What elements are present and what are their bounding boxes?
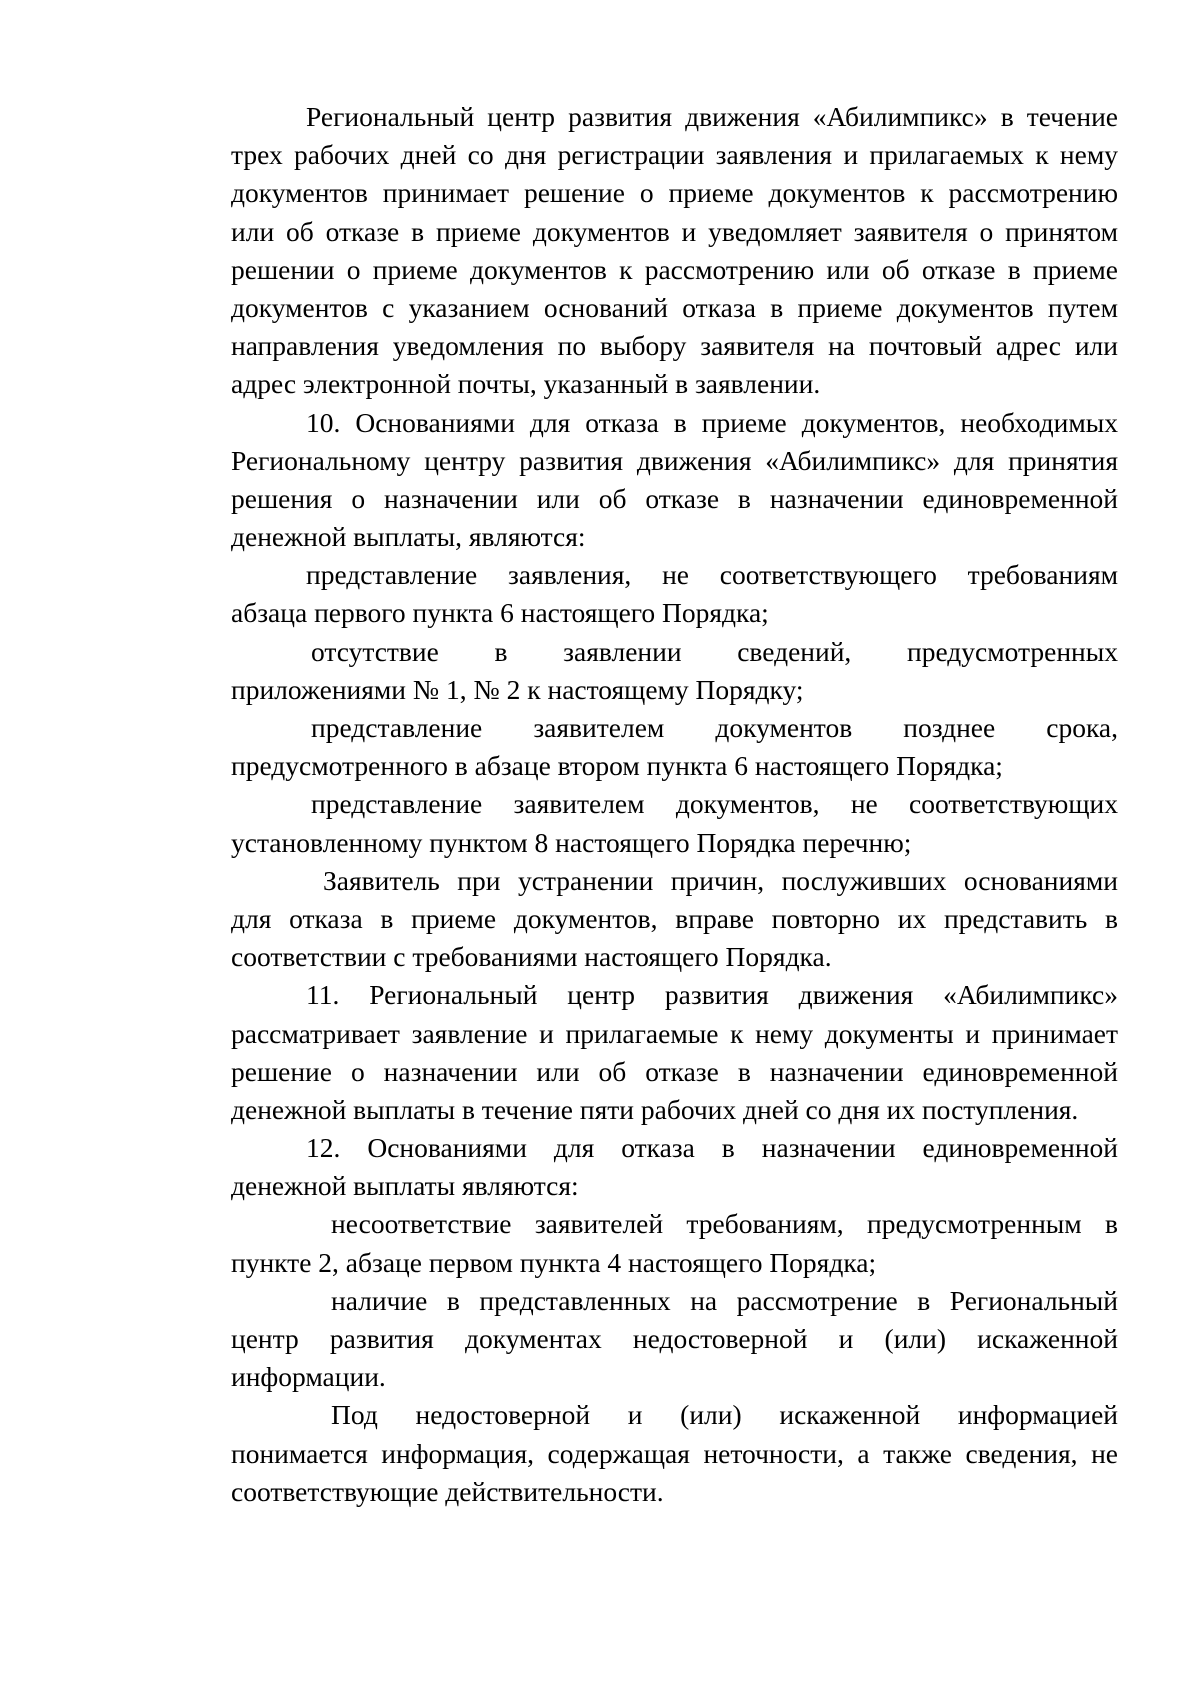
text-line: абзаца первого пункта 6 настоящего Порядка; [231,597,769,629]
text-line: документов принимает решение о приеме документов к рассмотрению [231,177,1118,209]
text-line: Заявитель при устранении причин, послуживших основаниями [323,864,1118,896]
text-line: или об отказе в приеме документов и уведомляет заявителя о принятом [231,215,1118,247]
text-line: представление заявления, не соответствующего требованиям [306,559,1118,591]
paragraph-reason-application-form [231,556,1118,632]
paragraph-reason-documents-list [231,785,1118,861]
text-line: 12. Основаниями для отказа в назначении единовременной [306,1132,1118,1164]
text-line: Под недостоверной и (или) искаженной информацией [331,1399,1118,1431]
text-line: понимается информация, содержащая неточности, а также сведения, не [231,1437,1118,1469]
paragraph-item-12 [231,1129,1118,1205]
text-line: 10. Основаниями для отказа в приеме документов, необходимых [306,406,1118,438]
paragraph-regional-center-decision [231,98,1118,404]
text-line: Региональный центр развития движения «Абилимпикс» в течение [306,101,1118,132]
text-line: денежной выплаты, являются: [231,521,586,553]
text-line: Региональному центру развития движения «Абилимпикс» для принятия [231,444,1118,476]
text-line: денежной выплаты в течение пяти рабочих дней со дня их поступления. [231,1093,1079,1125]
text-line: решение о назначении или об отказе в назначении единовременной [231,1055,1118,1087]
text-line: предусмотренного в абзаце втором пункта 6 настоящего Порядка; [231,750,1003,782]
text-line: решении о приеме документов к рассмотрению или об отказе в приеме [231,253,1118,285]
paragraph-reason-late-submission [231,709,1118,785]
text-line: 11. Региональный центр развития движения «Абилимпикс» [306,979,1118,1011]
paragraph-definition-false-information [231,1396,1118,1511]
document-body [231,98,1118,1511]
paragraph-resubmission [231,862,1118,977]
paragraph-reason-false-information [231,1282,1118,1397]
text-line: наличие в представленных на рассмотрение в Региональный [331,1284,1118,1316]
text-line: представление заявителем документов позднее срока, [311,712,1118,743]
text-line: соответствии с требованиями настоящего Порядка. [231,941,832,973]
text-line: денежной выплаты являются: [231,1170,579,1202]
text-line: решения о назначении или об отказе в назначении единовременной [231,482,1118,514]
text-line: центр развития документах недостоверной и (или) искаженной [231,1323,1118,1354]
text-line: соответствующие действительности. [231,1475,664,1507]
paragraph-item-11 [231,976,1118,1129]
text-line: пункте 2, абзаце первом пункта 4 настоящего Порядка; [231,1246,877,1278]
text-line: направления уведомления по выбору заявителя на почтовый адрес или [231,330,1118,362]
text-line: рассматривает заявление и прилагаемые к нему документы и принимает [231,1017,1118,1049]
text-line: адрес электронной почты, указанный в заявлении. [231,368,821,400]
text-line: документов с указанием оснований отказа в приеме документов путем [231,291,1118,323]
text-line: установленному пунктом 8 настоящего Порядка перечню; [231,826,912,858]
paragraph-reason-noncompliance [231,1205,1118,1281]
text-line: приложениями № 1, № 2 к настоящему Порядку; [231,673,804,705]
text-line: для отказа в приеме документов, вправе повторно их представить в [231,902,1118,934]
text-line: информации. [231,1361,386,1393]
text-line: отсутствие в заявлении сведений, предусмотренных [311,635,1118,667]
paragraph-reason-missing-information [231,633,1118,709]
text-line: представление заявителем документов, не соответствующих [311,788,1118,820]
text-line: трех рабочих дней со дня регистрации заявления и прилагаемых к нему [231,139,1118,171]
text-line: несоответствие заявителей требованиям, предусмотренным в [331,1208,1118,1240]
paragraph-item-10 [231,404,1118,557]
